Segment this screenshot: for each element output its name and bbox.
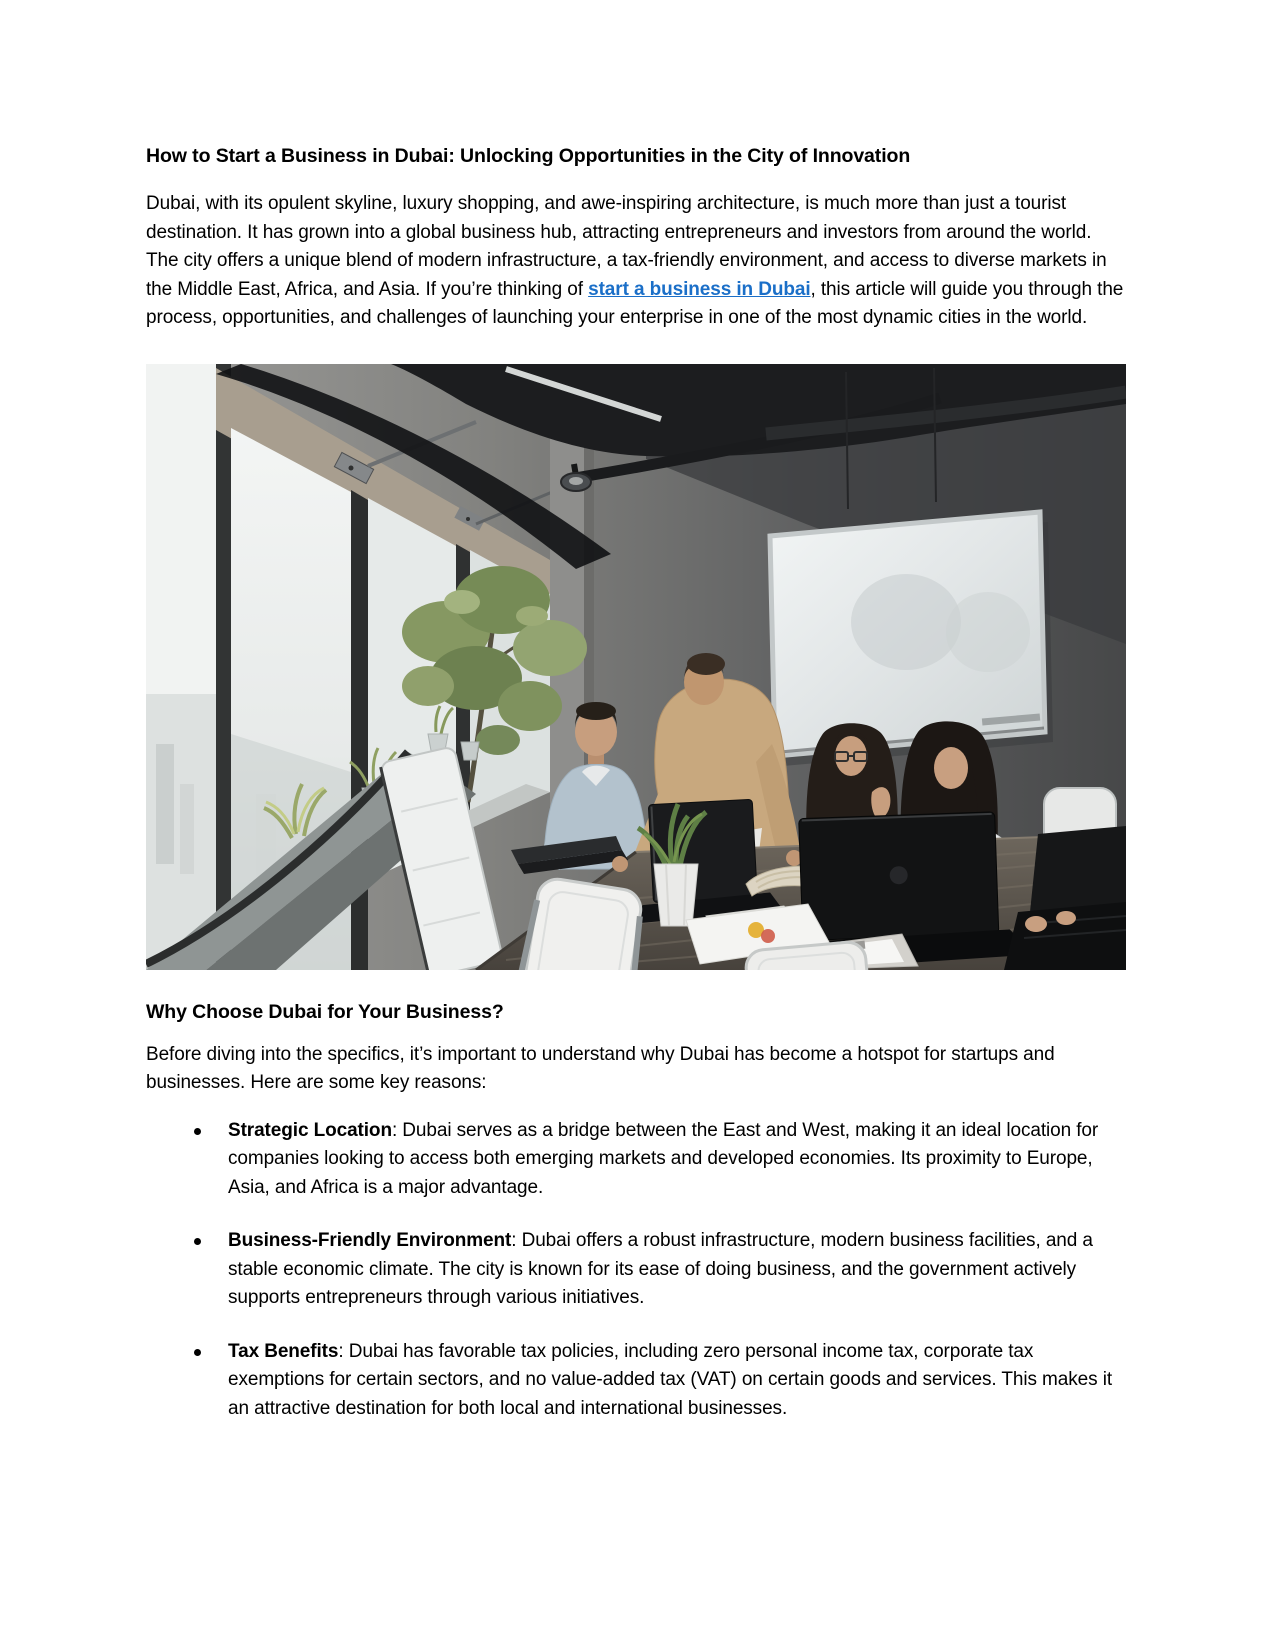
bullet-label: Tax Benefits xyxy=(228,1340,339,1362)
bullet-text: : Dubai serves as a bridge between the East and West, making it an ideal location for companies looking to access both emerging markets and developed economies. Its proximity to Europe, Asia, and Africa is a major advantage. xyxy=(228,1119,1099,1198)
page-title: How to Start a Business in Dubai: Unlocking Opportunities in the City of Innovation xyxy=(146,145,911,167)
list-item xyxy=(146,1117,1126,1203)
bullet-text: : Dubai offers a robust infrastructure, modern business facilities, and a stable economic climate. The city is known for its ease of doing business, and the government actively supports entrepreneurs through various initiatives. xyxy=(228,1230,1093,1308)
document-content xyxy=(146,0,1126,1448)
bullet-text: : Dubai has favorable tax policies, including zero personal income tax, corporate tax exemptions for certain sectors, and no value-added tax (VAT) on certain goods and services. This makes it an attractive destination for both local and international businesses. xyxy=(228,1340,1112,1419)
inline-link[interactable]: start a business in Dubai xyxy=(588,278,811,300)
bullet-icon xyxy=(194,1128,201,1135)
bullet-label: Strategic Location xyxy=(228,1119,392,1141)
whiteboard xyxy=(770,512,1053,766)
bullet-icon xyxy=(194,1238,201,1245)
section-heading: Why Choose Dubai for Your Business? xyxy=(146,1000,504,1023)
article-photo xyxy=(146,364,1126,970)
list-item xyxy=(146,1227,1126,1313)
section-intro: Before diving into the specifics, it’s important to understand why Dubai has become a hotspot for startups and businesses. Here are some key reasons: xyxy=(146,1043,1055,1093)
bullet-label: Business-Friendly Environment xyxy=(228,1230,512,1251)
intro-text-after: , this article will guide you through the process, opportunities, and challenges of launching your enterprise in one of the most dynamic cities in the world. xyxy=(146,278,1124,328)
bullet-icon xyxy=(194,1349,201,1356)
intro-text-before: Dubai, with its opulent skyline, luxury shopping, and awe-inspiring architecture, is much more than just a tourist destination. It has grown into a global business hub, attracting entrepreneurs and investors from around the world. The city offers a unique blend of modern infrastructure, a tax-friendly environment, and access to diverse markets in the Middle East, Africa, and Asia. If you’re thinking of xyxy=(146,193,1107,300)
list-item xyxy=(146,1338,1126,1424)
reasons-list xyxy=(146,1117,1126,1424)
intro-paragraph xyxy=(146,190,1126,333)
